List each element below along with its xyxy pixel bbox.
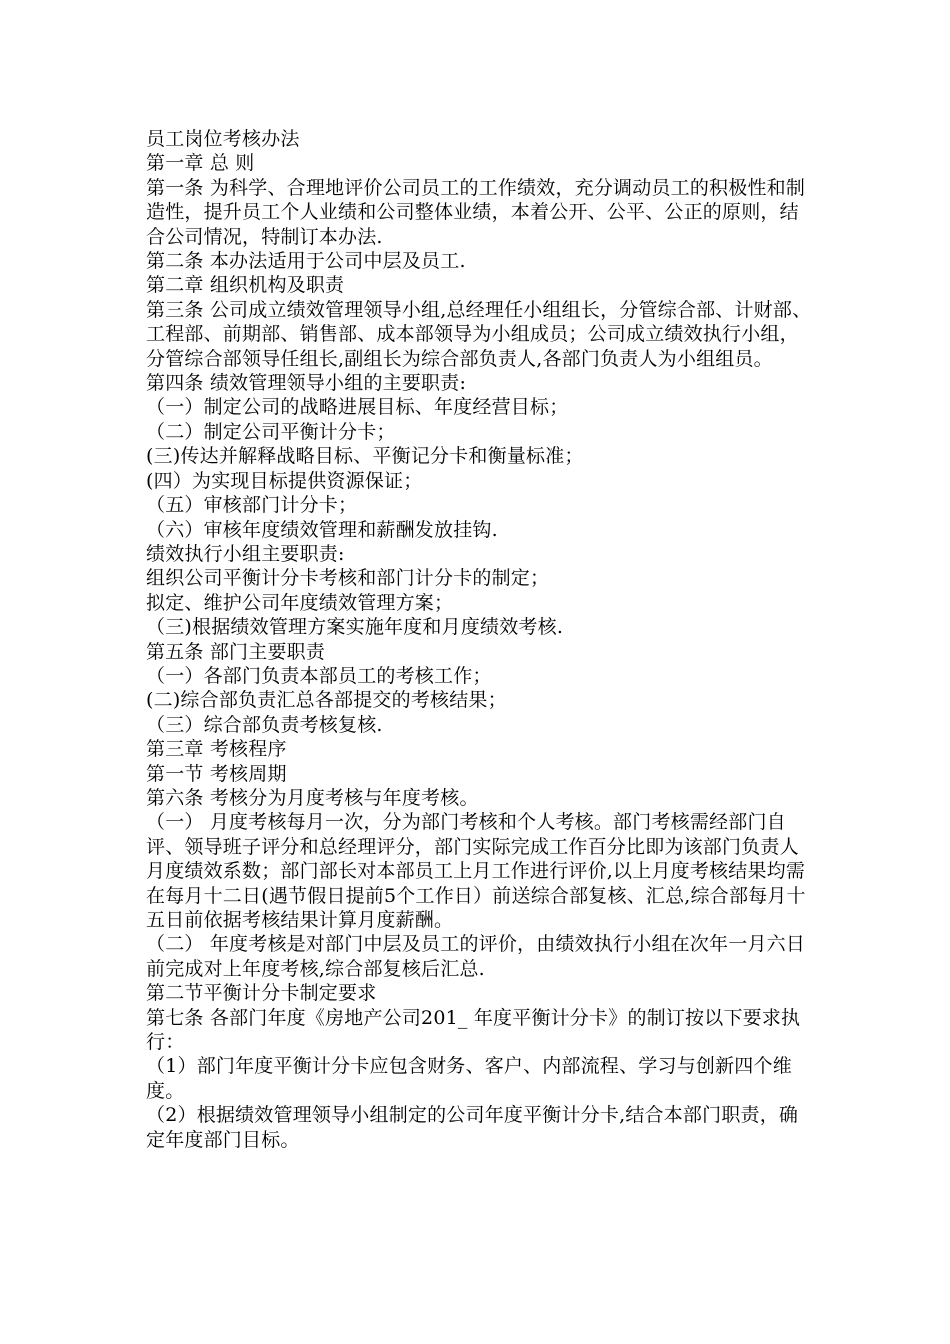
list-item: （2）根据绩效管理领导小组制定的公司年度平衡计分卡,结合本部门职责，确定年度部门目标。 xyxy=(146,1104,799,1151)
chapter-heading: 第一章 总 则 xyxy=(146,152,255,175)
list-item: 组织公司平衡计分卡考核和部门计分卡的制定； xyxy=(146,567,550,590)
chapter-heading: 第二章 组织机构及职责 xyxy=(146,274,345,297)
list-item: （1）部门年度平衡计分卡应包含财务、客户、内部流程、学习与创新四个维度。 xyxy=(146,1055,792,1102)
article-paragraph: 第三条 公司成立绩效管理领导小组,总经理任小组组长，分管综合部、计财部、工程部、前期部、销售部、成本部领导为小组成员；公司成立绩效执行小组，分管综合部领导任组长,副组长为综合部负责人,各部门负责人为小组组员。 xyxy=(146,298,812,370)
list-item: （三）综合部负责考核复核. xyxy=(146,713,383,736)
list-item: （二）制定公司平衡计分卡； xyxy=(146,420,396,443)
list-item: 拟定、维护公司年度绩效管理方案； xyxy=(146,591,454,614)
list-item: （一） 月度考核每月一次，分为部门考核和个人考核。部门考核需经部门自评、领导班子评分和总经理评分，部门实际完成工作百分比即为该部门负责人月度绩效系数；部门部长对本部员工上月工作进行评价,以上月度考核结果均需在每月十二日(遇节假日提前5个工作日）前送综合部复核、汇总,综合部每月十五日前依据考核结果计算月度薪酬。 xyxy=(146,811,806,931)
document-body xyxy=(146,127,816,1152)
list-item: (三)传达并解释战略目标、平衡记分卡和衡量标准； xyxy=(146,445,584,468)
article-paragraph: 第二条 本办法适用于公司中层及员工. xyxy=(146,250,466,273)
section-heading: 第二节平衡计分卡制定要求 xyxy=(146,982,377,1005)
document-title: 员工岗位考核办法 xyxy=(146,128,300,150)
list-item: （六）审核年度绩效管理和薪酬发放挂钩. xyxy=(146,518,498,541)
article-paragraph: 第五条 部门主要职责 xyxy=(146,640,326,663)
article-paragraph: 第七条 各部门年度《房地产公司201_ 年度平衡计分卡》的制订按以下要求执行： xyxy=(146,1006,801,1054)
list-item: （一）制定公司的战略进展目标、年度经营目标； xyxy=(146,396,569,419)
list-item: （二） 年度考核是对部门中层及员工的评价，由绩效执行小组在次年一月六日前完成对上年度考核,综合部复核后汇总. xyxy=(146,933,806,980)
article-paragraph: 第一条 为科学、合理地评价公司员工的工作绩效，充分调动员工的积极性和制造性，提升员工个人业绩和公司整体业绩，本着公开、公平、公正的原则，结合公司情况，特制订本办法. xyxy=(146,176,806,248)
chapter-heading: 第三章 考核程序 xyxy=(146,738,287,761)
article-paragraph: 第六条 考核分为月度考核与年度考核。 xyxy=(146,786,479,809)
list-item: （一）各部门负责本部员工的考核工作； xyxy=(146,664,492,687)
list-item: （三)根据绩效管理方案实施年度和月度绩效考核. xyxy=(146,616,564,639)
article-paragraph: 第四条 绩效管理领导小组的主要职责: xyxy=(146,372,467,395)
section-heading: 第一节 考核周期 xyxy=(146,762,287,785)
subsection-heading: 绩效执行小组主要职责: xyxy=(146,542,345,565)
list-item: （五）审核部门计分卡； xyxy=(146,494,358,517)
list-item: (四）为实现目标提供资源保证； xyxy=(146,469,423,492)
list-item: (二)综合部负责汇总各部提交的考核结果； xyxy=(146,689,507,712)
